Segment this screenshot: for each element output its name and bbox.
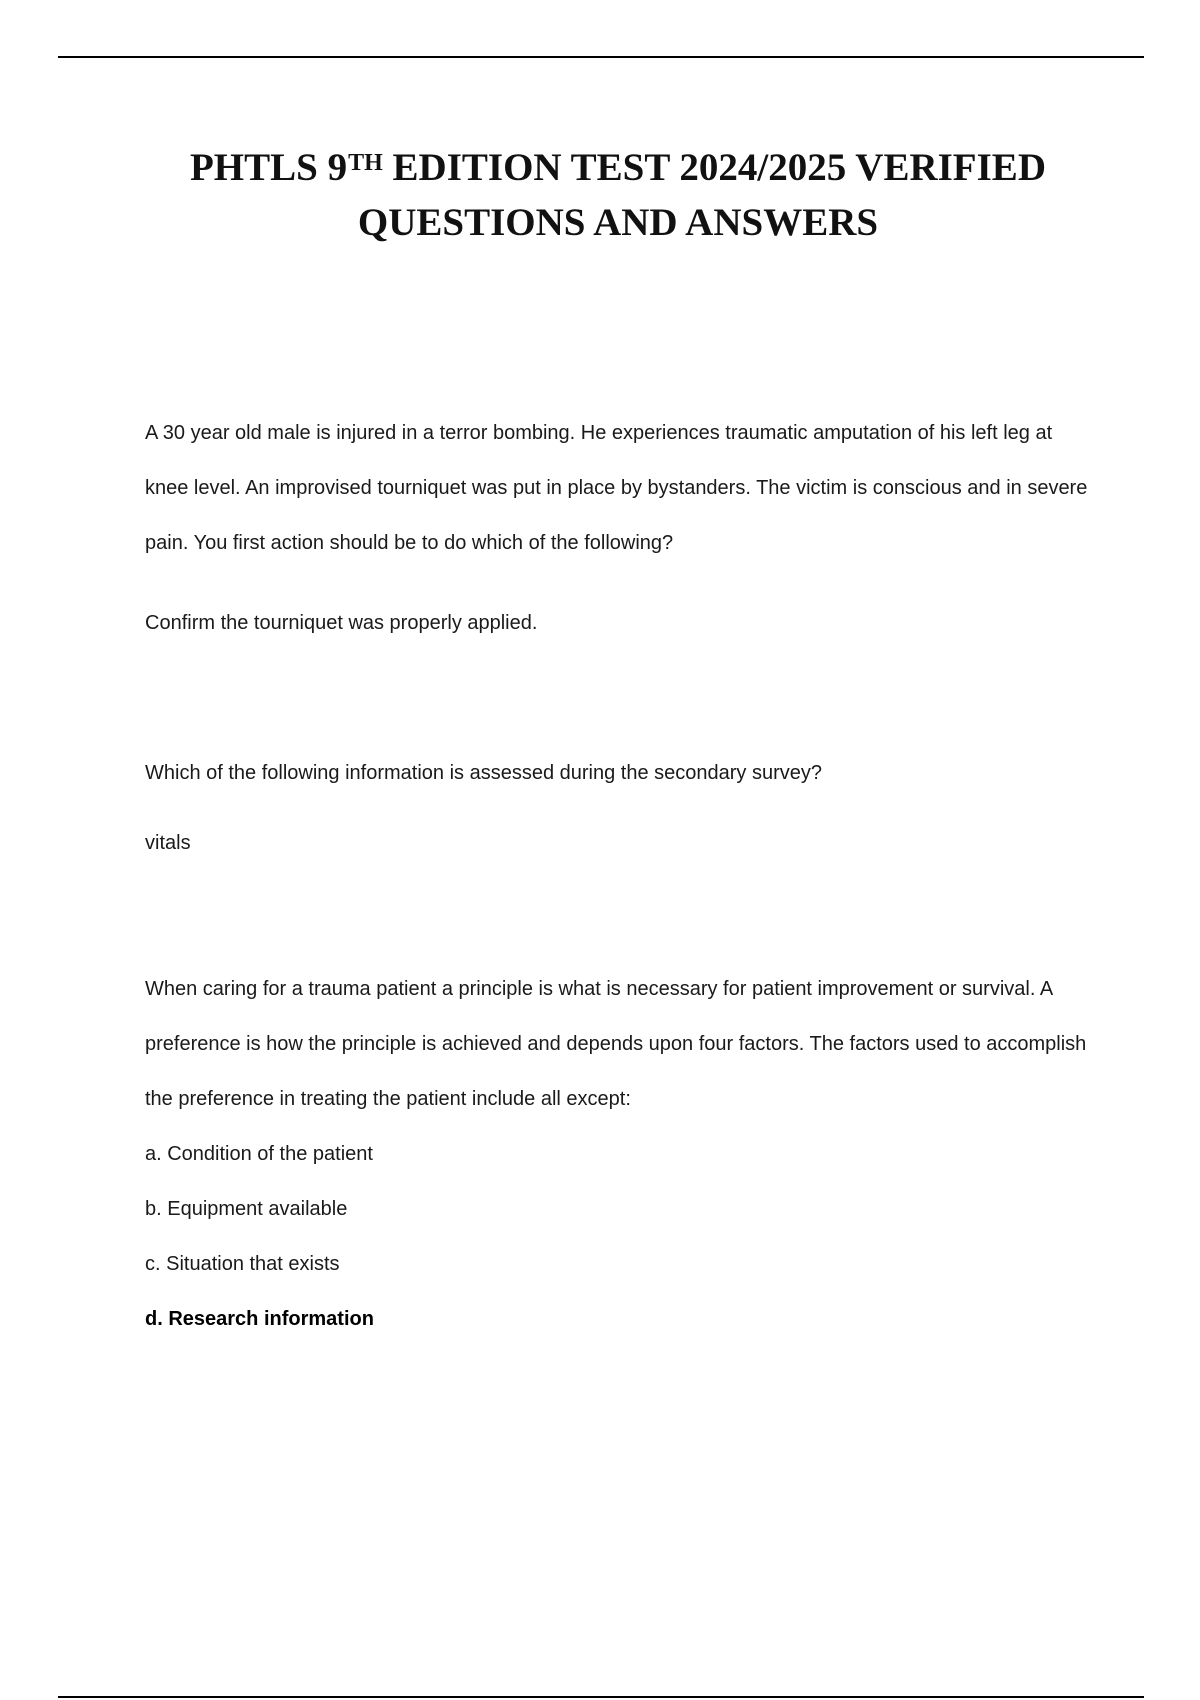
title-superscript: TH xyxy=(348,150,383,176)
answer-2-text: vitals xyxy=(145,832,191,854)
title-line-2: QUESTIONS AND ANSWERS xyxy=(357,201,879,244)
question-1-text: A 30 year old male is injured in a terror bombing. He experiences traumatic amputation of his left leg at knee level. An improvised tourniquet was put in place by bystanders. The victim is conscious and in severe pain. You first action should be to do which of the following? xyxy=(145,422,1088,554)
answer-1-text: Confirm the tourniquet was properly applied. xyxy=(145,612,538,634)
option-a: a. Condition of the patient xyxy=(145,1143,373,1165)
title-part-1: PHTLS 9 xyxy=(189,146,348,189)
header-rule xyxy=(58,56,1144,58)
option-b: b. Equipment available xyxy=(145,1198,348,1220)
option-d-correct: d. Research information xyxy=(145,1308,374,1330)
answer-2 xyxy=(145,816,1090,871)
question-3-text: When caring for a trauma patient a principle is what is necessary for patient improvement or survival. A preference is how the principle is achieved and depends upon four factors. The factors used to accomplish the preference in treating the patient include all except: xyxy=(145,978,1087,1110)
option-c: c. Situation that exists xyxy=(145,1253,340,1275)
question-2 xyxy=(145,746,1090,801)
question-3 xyxy=(145,962,1090,1347)
question-1 xyxy=(145,406,1090,571)
question-2-text: Which of the following information is assessed during the secondary survey? xyxy=(145,762,823,784)
page-title xyxy=(0,140,1200,250)
answer-1 xyxy=(145,596,1090,651)
title-part-2: EDITION TEST 2024/2025 VERIFIED xyxy=(382,146,1046,189)
footer-rule xyxy=(58,1696,1144,1698)
